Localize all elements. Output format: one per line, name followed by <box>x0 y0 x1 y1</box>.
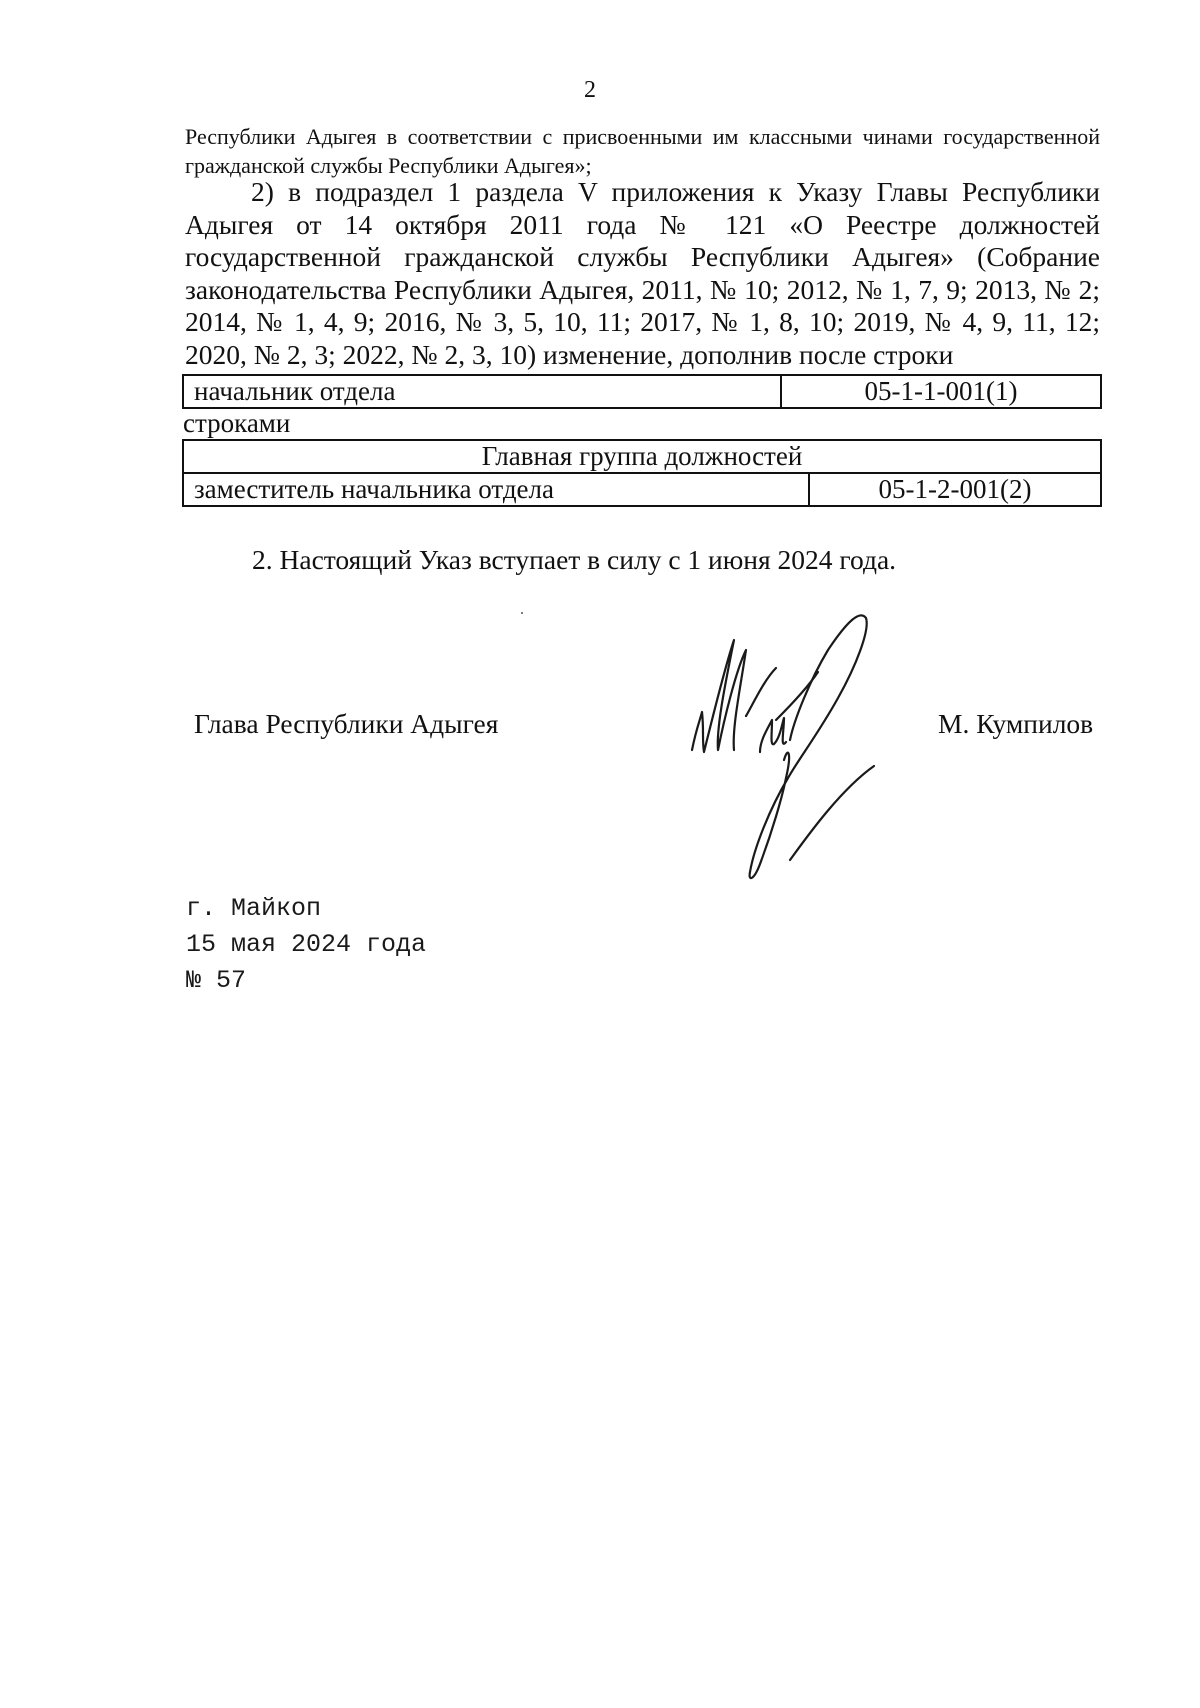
place: г. Майкоп <box>186 894 322 923</box>
signer-position: Глава Республики Адыгея <box>194 708 499 739</box>
existing-row-code: 05-1-1-001(1) <box>781 375 1101 408</box>
document-number: № 57 <box>186 966 247 995</box>
existing-row-table <box>182 374 1102 409</box>
new-row-position: заместитель начальника отдела <box>183 473 809 506</box>
place-date-number-block <box>186 891 426 999</box>
stray-dot <box>521 612 523 614</box>
date: 15 мая 2024 года <box>186 930 427 959</box>
existing-row-position: начальник отдела <box>183 375 781 408</box>
table-row <box>183 440 1101 473</box>
new-rows-table <box>182 439 1102 507</box>
new-row-code: 05-1-2-001(2) <box>809 473 1101 506</box>
rows-label: строками <box>183 408 291 438</box>
continuation-paragraph: Республики Адыгея в соответствии с присвоенными им классными чинами государственной гражданской службы Республики Адыгея»; <box>185 124 1100 178</box>
page-number: 2 <box>584 77 596 103</box>
amendment-text: 2) в подраздел 1 раздела V приложения к Указу Главы Республики Адыгея от 14 октября 2011 года № 121 «О Реестре должностей государственной гражданской службы Республики Адыгея» (Собрание законодательства Республики Адыгея, 2011, № 10; 2012, № 1, 7, 9; 2013, № 2; 2014, № 1, 4, 9; 2016, № 3, 5, 10, 11; 2017, № 1, 8, 10; 2019, № 4, 9, 11, 12; 2020, № 2, 3; 2022, № 2, 3, 10) изменение, дополнив после строки <box>185 176 1100 370</box>
table-row <box>183 473 1101 506</box>
effective-date-paragraph: 2. Настоящий Указ вступает в силу с 1 июня 2024 года. <box>252 544 897 575</box>
amendment-paragraph <box>185 176 1100 371</box>
handwritten-signature <box>690 610 900 890</box>
signer-name: М. Кумпилов <box>938 708 1094 739</box>
table-row <box>183 375 1101 408</box>
group-title-cell: Главная группа должностей <box>183 440 1101 473</box>
